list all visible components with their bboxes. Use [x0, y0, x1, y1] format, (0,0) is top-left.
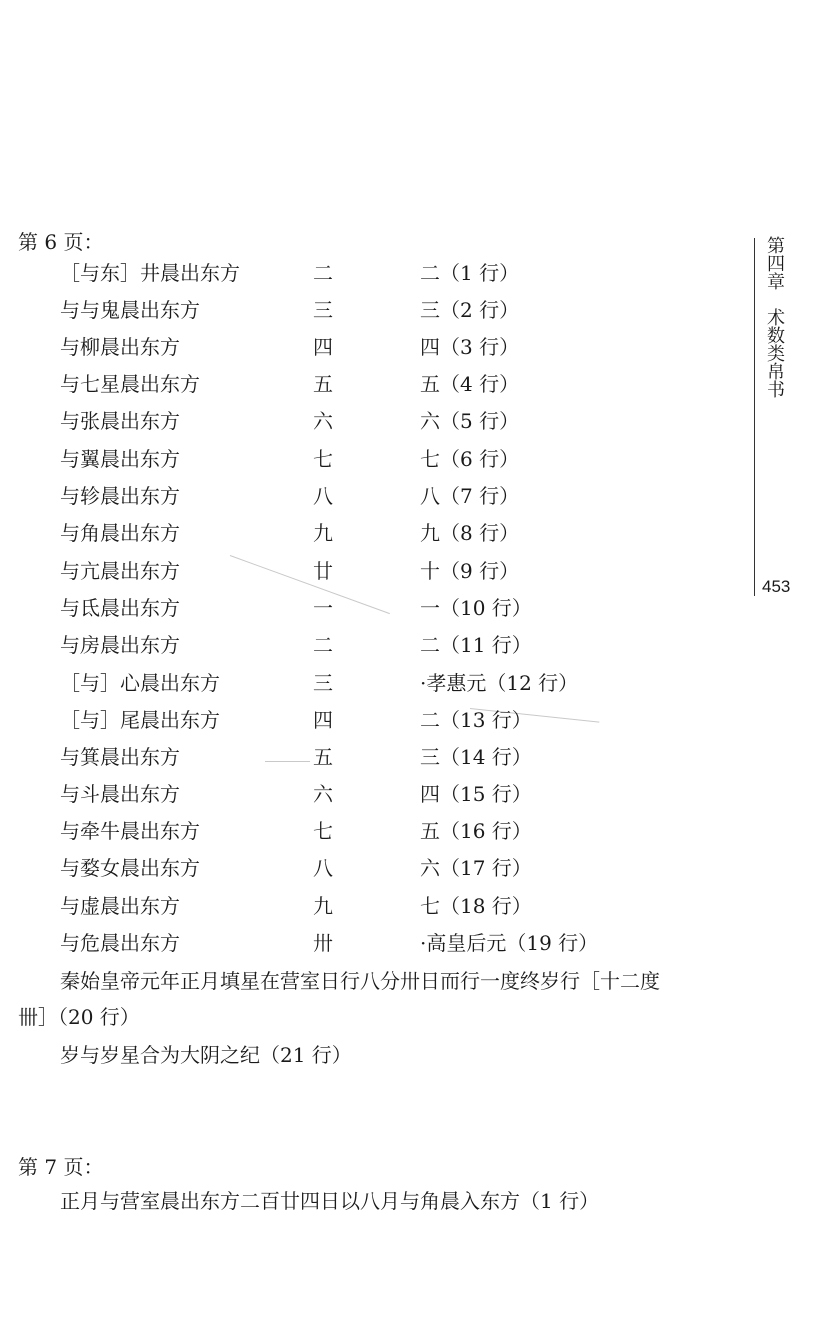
count-cell: 六: [313, 782, 333, 806]
lodge-text: 与箕晨出东方: [60, 745, 180, 769]
year-line-cell: 六（17 行）: [420, 856, 532, 880]
lodge-text: 与七星晨出东方: [60, 372, 200, 396]
table-row: [0, 258, 740, 288]
year-line-cell: 二（11 行）: [420, 633, 532, 657]
chapter-running-head: 第四章 术数类帛书: [764, 236, 785, 398]
body-paragraph: 正月与营室晨出东方二百廿四日以八月与角晨入东方（1 行）: [60, 1189, 600, 1213]
lodge-text: ［与］心晨出东方: [60, 671, 220, 695]
year-line-cell: 三（2 行）: [420, 298, 520, 322]
lodge-text: 与柳晨出东方: [60, 335, 180, 359]
table-row: [0, 816, 740, 846]
lodge-text: 与虚晨出东方: [60, 894, 180, 918]
table-row: [0, 369, 740, 399]
count-cell: 九: [313, 521, 333, 545]
section-heading-page-6: 第 6 页：: [18, 230, 104, 254]
year-line-cell: ·孝惠元（12 行）: [420, 671, 579, 695]
table-row: [0, 593, 740, 623]
lodge-text: ［与东］井晨出东方: [60, 261, 240, 285]
table-row: [0, 295, 740, 325]
year-line-cell: ·高皇后元（19 行）: [420, 931, 599, 955]
lodge-text: 与婺女晨出东方: [60, 856, 200, 880]
year-line-cell: 六（5 行）: [420, 409, 520, 433]
lodge-text: 与房晨出东方: [60, 633, 180, 657]
table-row: [0, 779, 740, 809]
count-cell: 五: [313, 745, 333, 769]
lodge-text: 与牵牛晨出东方: [60, 819, 200, 843]
year-line-cell: 九（8 行）: [420, 521, 520, 545]
year-line-cell: 五（4 行）: [420, 372, 520, 396]
lodge-text: ［与］尾晨出东方: [60, 708, 220, 732]
count-cell: 三: [313, 298, 333, 322]
body-paragraph-continuation: 卌］（20 行）: [18, 1005, 140, 1029]
year-line-cell: 四（3 行）: [420, 335, 520, 359]
table-row: [0, 853, 740, 883]
year-line-cell: 五（16 行）: [420, 819, 532, 843]
year-line-cell: 二（1 行）: [420, 261, 520, 285]
count-cell: 三: [313, 671, 333, 695]
table-row: [0, 406, 740, 436]
lodge-text: 与氐晨出东方: [60, 596, 180, 620]
table-row: [0, 630, 740, 660]
count-cell: 一: [313, 596, 333, 620]
table-row: [0, 332, 740, 362]
count-cell: 四: [313, 708, 333, 732]
year-line-cell: 三（14 行）: [420, 745, 532, 769]
count-cell: 七: [313, 819, 333, 843]
count-cell: 二: [313, 633, 333, 657]
year-line-cell: 十（9 行）: [420, 559, 520, 583]
table-row: [0, 518, 740, 548]
count-cell: 二: [313, 261, 333, 285]
year-line-cell: 七（6 行）: [420, 447, 520, 471]
lodge-text: 与轸晨出东方: [60, 484, 180, 508]
year-line-cell: 八（7 行）: [420, 484, 520, 508]
body-paragraph: 岁与岁星合为大阴之纪（21 行）: [60, 1043, 352, 1067]
lodge-text: 与危晨出东方: [60, 931, 180, 955]
lodge-text: 与与鬼晨出东方: [60, 298, 200, 322]
page-number: 453: [762, 577, 791, 596]
table-row: [0, 705, 740, 735]
section-heading-page-7: 第 7 页：: [18, 1155, 104, 1179]
count-cell: 六: [313, 409, 333, 433]
body-paragraph: 秦始皇帝元年正月填星在营室日行八分卅日而行一度终岁行［十二度: [60, 969, 660, 993]
count-cell: 八: [313, 484, 333, 508]
count-cell: 九: [313, 894, 333, 918]
lodge-text: 与张晨出东方: [60, 409, 180, 433]
count-cell: 七: [313, 447, 333, 471]
year-line-cell: 四（15 行）: [420, 782, 532, 806]
margin-divider: [754, 238, 755, 596]
year-line-cell: 七（18 行）: [420, 894, 532, 918]
count-cell: 四: [313, 335, 333, 359]
table-row: [0, 891, 740, 921]
table-row: [0, 668, 740, 698]
count-cell: 五: [313, 372, 333, 396]
year-line-cell: 一（10 行）: [420, 596, 532, 620]
lodge-text: 与亢晨出东方: [60, 559, 180, 583]
count-cell: 八: [313, 856, 333, 880]
table-row: [0, 481, 740, 511]
count-cell: 廿: [313, 559, 333, 583]
count-cell: 卅: [313, 931, 333, 955]
table-row: [0, 742, 740, 772]
lodge-text: 与角晨出东方: [60, 521, 180, 545]
lodge-text: 与翼晨出东方: [60, 447, 180, 471]
table-row: [0, 556, 740, 586]
table-row: [0, 444, 740, 474]
table-row: [0, 928, 740, 958]
lodge-text: 与斗晨出东方: [60, 782, 180, 806]
year-line-cell: 二（13 行）: [420, 708, 532, 732]
